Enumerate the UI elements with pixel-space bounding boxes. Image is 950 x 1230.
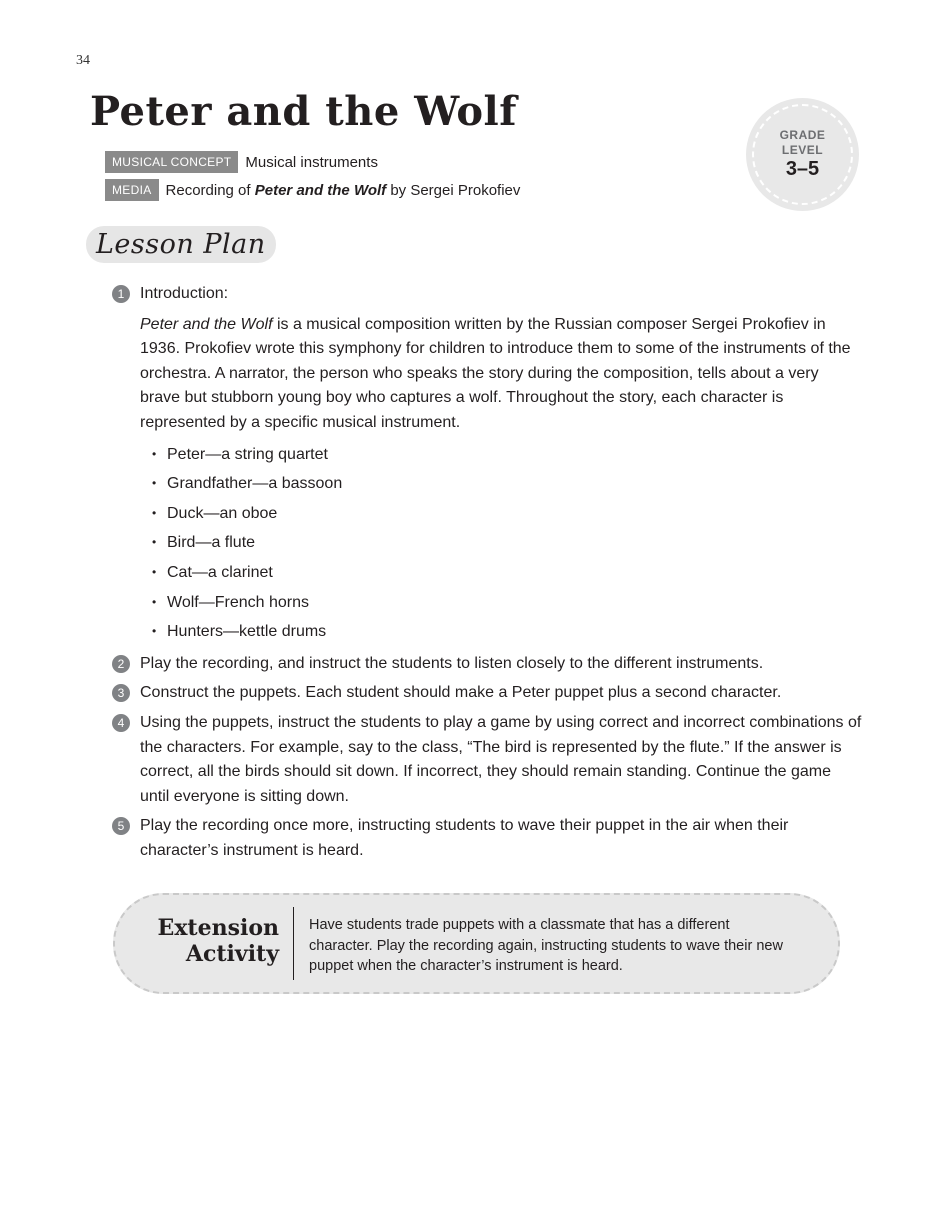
step-2 <box>112 652 862 677</box>
grade-level-label <box>746 128 859 158</box>
media-title: Peter and the Wolf <box>254 181 387 199</box>
step-4 <box>112 711 862 809</box>
musical-concept-value: Musical instruments <box>245 153 378 171</box>
media-suffix: by Sergei Prokofiev <box>390 181 521 199</box>
list-item-text: Grandfather—a bassoon <box>167 475 343 493</box>
list-item-text: Peter—a string quartet <box>167 445 328 463</box>
list-item-text: Cat—a clarinet <box>167 563 273 581</box>
bullet-icon: • <box>152 594 157 609</box>
step-3-text: Construct the puppets. Each student should make a Peter puppet plus a second character. <box>140 684 782 702</box>
grade-level-badge <box>746 98 859 211</box>
step-number-1: 1 <box>112 285 130 303</box>
media-label: MEDIA <box>105 179 159 201</box>
step-5 <box>112 814 862 863</box>
bullet-icon: • <box>152 564 157 579</box>
step-2-text: Play the recording, and instruct the students to listen closely to the different instruments. <box>140 654 764 672</box>
bullet-icon: • <box>152 535 157 550</box>
intro-paragraph <box>140 313 862 436</box>
list-item <box>140 617 862 647</box>
list-item <box>140 440 862 470</box>
step-1-heading: Introduction: <box>140 285 229 302</box>
extension-activity-text: Have students trade puppets with a classmate that has a different character. Play the recording again, instructing students to wave their new puppet when the character’s instrument is heard. <box>309 917 783 974</box>
bullet-icon: • <box>152 505 157 520</box>
musical-concept-label: MUSICAL CONCEPT <box>105 151 238 173</box>
grade-level-value: 3–5 <box>785 158 820 180</box>
step-number-3: 3 <box>112 684 130 702</box>
bullet-icon: • <box>152 624 157 639</box>
list-item <box>140 558 862 588</box>
grade-label-line2: LEVEL <box>781 143 824 157</box>
list-item-text: Hunters—kettle drums <box>167 623 327 641</box>
list-item-text: Bird—a flute <box>167 534 256 552</box>
extension-activity-title <box>135 915 279 967</box>
lesson-plan-heading: Lesson Plan <box>86 226 276 263</box>
media-prefix: Recording of <box>165 181 251 199</box>
musical-concept-row <box>105 151 378 173</box>
lesson-steps <box>112 282 862 868</box>
step-number-2: 2 <box>112 655 130 673</box>
extension-divider <box>293 907 294 980</box>
step-3 <box>112 681 862 706</box>
list-item <box>140 469 862 499</box>
page-number: 34 <box>76 53 90 68</box>
intro-title: Peter and the Wolf <box>140 315 273 333</box>
list-item <box>140 588 862 618</box>
grade-label-line1: GRADE <box>779 128 826 142</box>
step-number-4: 4 <box>112 714 130 732</box>
list-item <box>140 499 862 529</box>
step-number-5: 5 <box>112 817 130 835</box>
instrument-list <box>140 440 862 647</box>
list-item-text: Duck—an oboe <box>167 504 278 522</box>
step-4-text: Using the puppets, instruct the students to play a game by using correct and incorrect combinations of the characters. For example, say to the class, “The bird is represented by the flute.” If the answer is correct, all the birds should sit down. If incorrect, they should remain standing. Continue the game until everyone is sitting down. <box>140 713 862 805</box>
list-item <box>140 528 862 558</box>
extension-title-line1: Extension <box>157 915 279 941</box>
media-value <box>166 182 521 199</box>
extension-activity-box <box>113 893 840 994</box>
extension-title-line2: Activity <box>185 941 279 967</box>
step-5-text: Play the recording once more, instructing students to wave their puppet in the air when their character’s instrument is heard. <box>140 817 789 859</box>
media-row <box>105 179 520 201</box>
page-title: Peter and the Wolf <box>90 88 517 135</box>
intro-text: is a musical composition written by the Russian composer Sergei Prokofiev in 1936. Prokofiev wrote this symphony for children to introduce them to some of the instruments of the orchestra. A narrator, the person who speaks the story during the composition, tells about a very brave but stubborn young boy who captures a wolf. Throughout the story, each character is represented by a specific musical instrument. <box>140 315 851 431</box>
bullet-icon: • <box>152 476 157 491</box>
list-item-text: Wolf—French horns <box>167 593 309 611</box>
bullet-icon: • <box>152 446 157 461</box>
step-1 <box>112 282 862 647</box>
